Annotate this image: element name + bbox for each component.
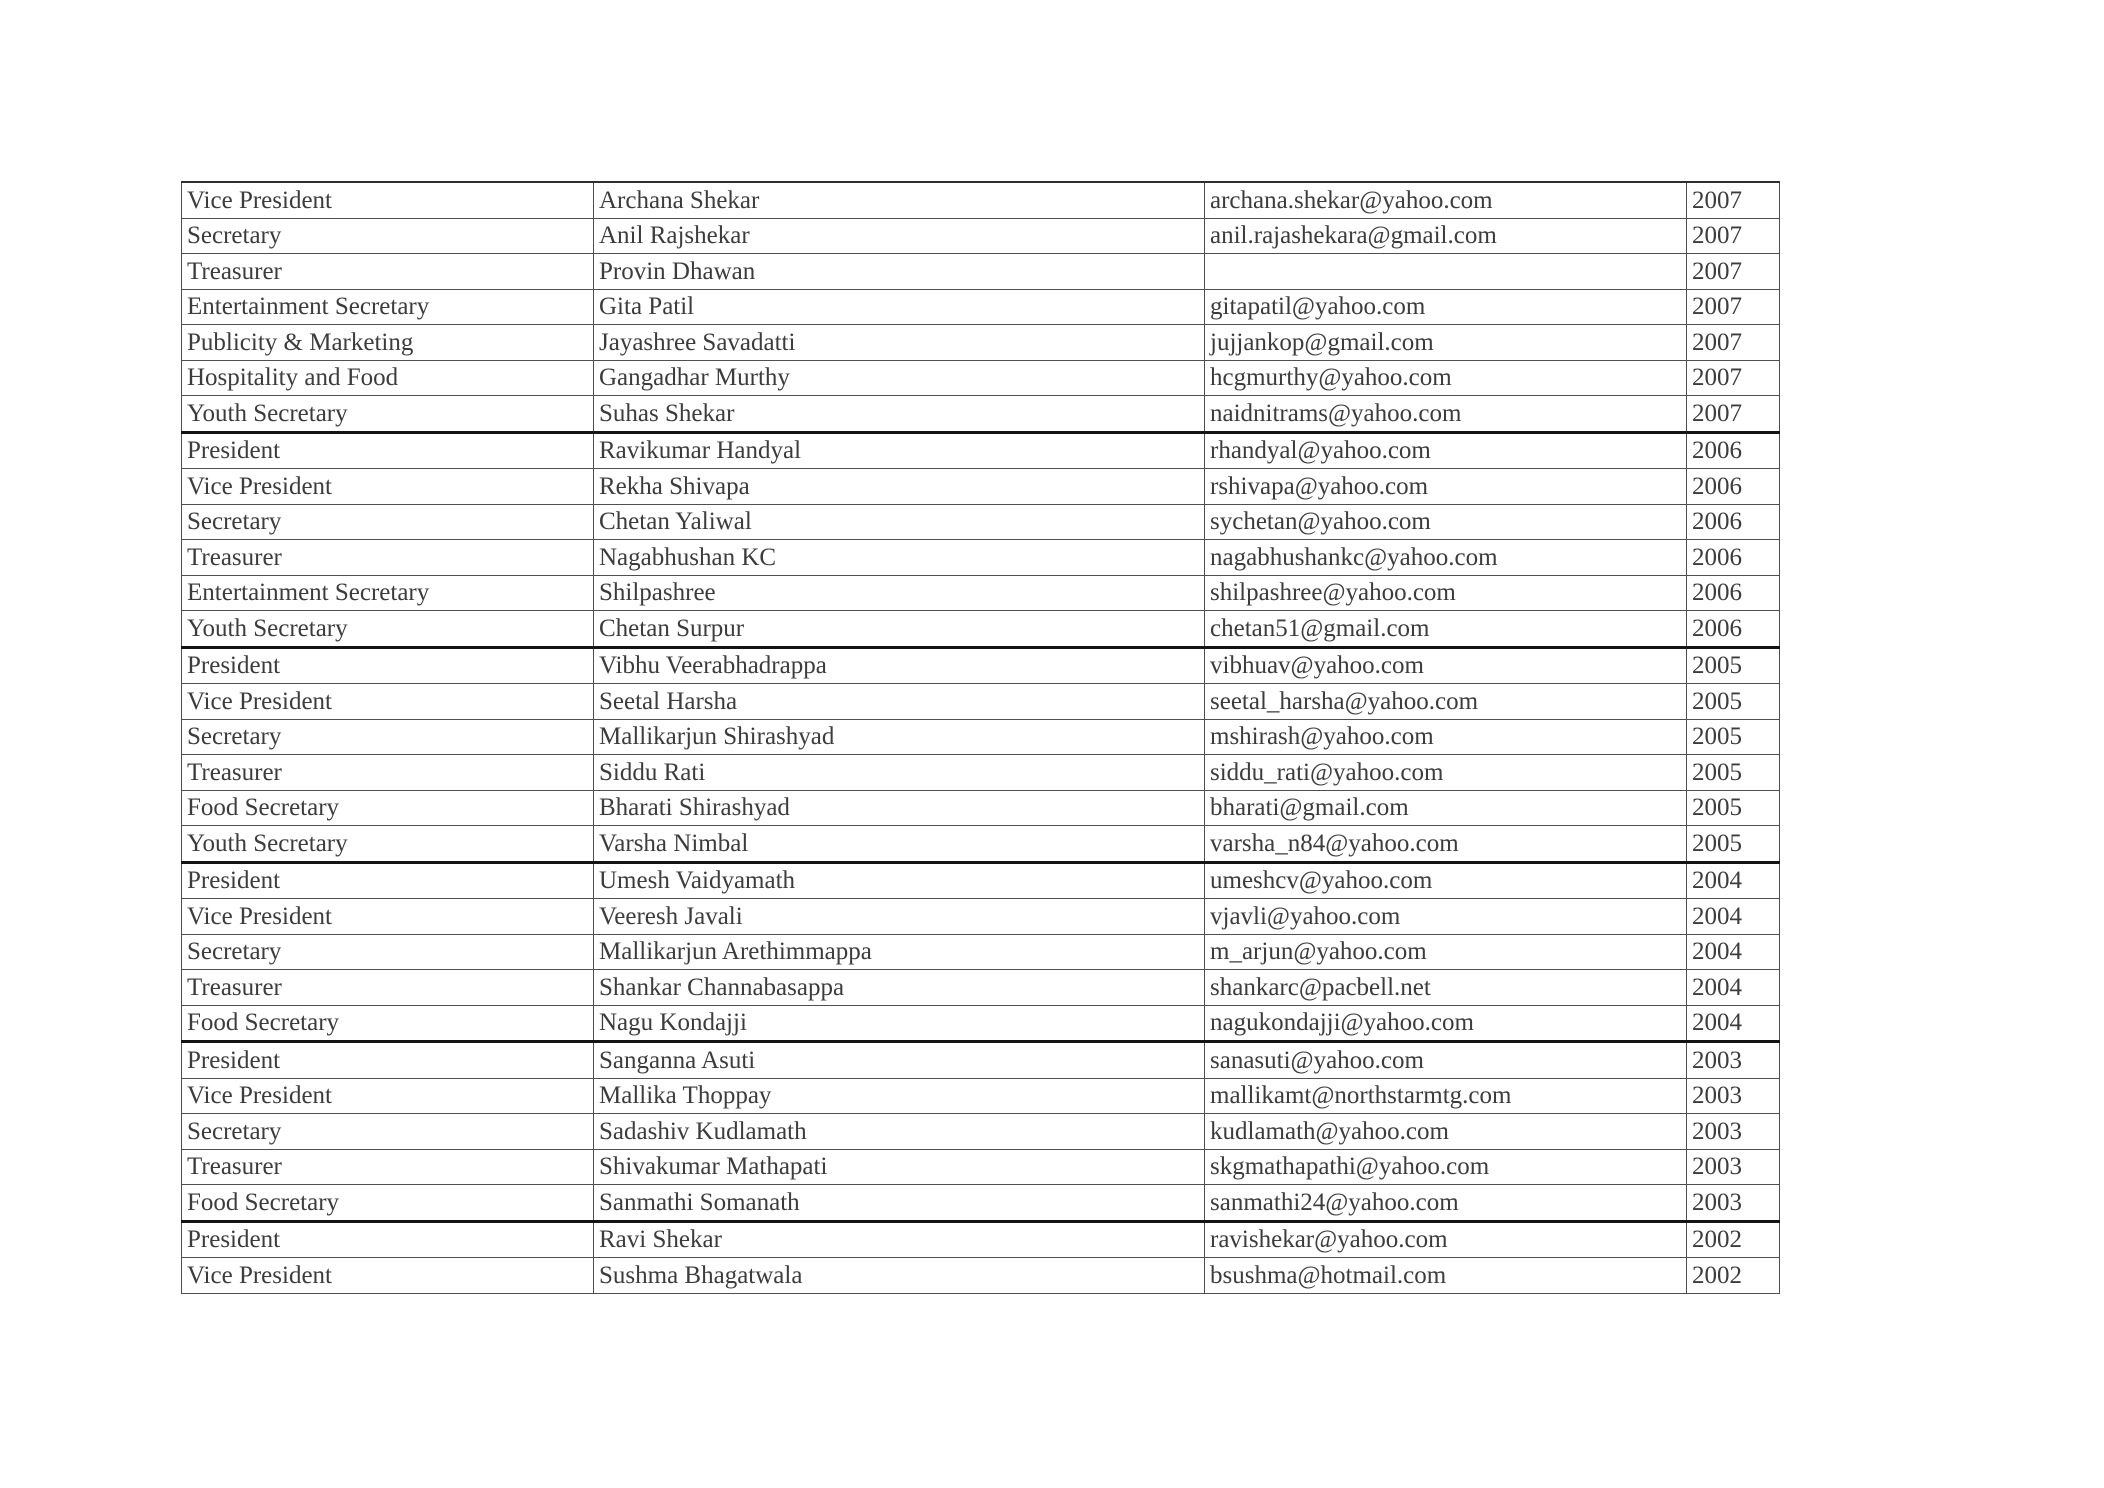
email-cell: sanmathi24@yahoo.com [1205,1185,1687,1222]
name-cell: Mallikarjun Arethimmappa [594,934,1205,970]
year-cell: 2002 [1687,1221,1780,1258]
name-cell: Shankar Channabasappa [594,970,1205,1006]
year-cell: 2007 [1687,182,1780,218]
name-cell: Gita Patil [594,289,1205,325]
officer-row [182,1005,1780,1042]
email-cell: hcgmurthy@yahoo.com [1205,360,1687,396]
email-cell: mallikamt@northstarmtg.com [1205,1078,1687,1114]
name-cell: Nagabhushan KC [594,540,1205,576]
year-cell: 2007 [1687,254,1780,290]
officer-row [182,611,1780,648]
year-cell: 2007 [1687,396,1780,433]
email-cell: mshirash@yahoo.com [1205,719,1687,755]
name-cell: Gangadhar Murthy [594,360,1205,396]
year-cell: 2007 [1687,218,1780,254]
year-cell: 2004 [1687,934,1780,970]
email-cell: chetan51@gmail.com [1205,611,1687,648]
year-cell: 2003 [1687,1185,1780,1222]
officer-row [182,254,1780,290]
name-cell: Veeresh Javali [594,899,1205,935]
email-cell: gitapatil@yahoo.com [1205,289,1687,325]
name-cell: Chetan Yaliwal [594,504,1205,540]
position-cell: Treasurer [182,540,594,576]
email-cell: naidnitrams@yahoo.com [1205,396,1687,433]
name-cell: Nagu Kondajji [594,1005,1205,1042]
name-cell: Ravikumar Handyal [594,432,1205,469]
officer-row [182,790,1780,826]
position-cell: Treasurer [182,755,594,791]
officer-row [182,899,1780,935]
year-cell: 2004 [1687,970,1780,1006]
officer-row [182,970,1780,1006]
position-cell: President [182,1221,594,1258]
position-cell: Youth Secretary [182,396,594,433]
officer-row [182,1185,1780,1222]
position-cell: Youth Secretary [182,826,594,863]
officer-row [182,360,1780,396]
position-cell: Secretary [182,1114,594,1150]
position-cell: Treasurer [182,254,594,290]
officer-row [182,325,1780,361]
officer-row [182,719,1780,755]
name-cell: Rekha Shivapa [594,469,1205,505]
officer-row [182,396,1780,433]
position-cell: Treasurer [182,970,594,1006]
name-cell: Umesh Vaidyamath [594,862,1205,899]
email-cell: archana.shekar@yahoo.com [1205,182,1687,218]
email-cell: bsushma@hotmail.com [1205,1258,1687,1294]
officer-row [182,1149,1780,1185]
email-cell: m_arjun@yahoo.com [1205,934,1687,970]
email-cell: seetal_harsha@yahoo.com [1205,684,1687,720]
email-cell: sychetan@yahoo.com [1205,504,1687,540]
name-cell: Vibhu Veerabhadrappa [594,647,1205,684]
email-cell: rshivapa@yahoo.com [1205,469,1687,505]
email-cell: varsha_n84@yahoo.com [1205,826,1687,863]
email-cell: shankarc@pacbell.net [1205,970,1687,1006]
email-cell: nagabhushankc@yahoo.com [1205,540,1687,576]
officer-row [182,182,1780,218]
name-cell: Shilpashree [594,575,1205,611]
year-cell: 2005 [1687,684,1780,720]
officers-roster-table [181,181,1780,1294]
year-cell: 2004 [1687,899,1780,935]
officers-roster-body [182,182,1780,1293]
year-cell: 2005 [1687,755,1780,791]
position-cell: Food Secretary [182,790,594,826]
year-cell: 2002 [1687,1258,1780,1294]
name-cell: Sadashiv Kudlamath [594,1114,1205,1150]
name-cell: Siddu Rati [594,755,1205,791]
name-cell: Mallikarjun Shirashyad [594,719,1205,755]
officer-row [182,540,1780,576]
name-cell: Varsha Nimbal [594,826,1205,863]
position-cell: Vice President [182,684,594,720]
name-cell: Archana Shekar [594,182,1205,218]
year-cell: 2003 [1687,1078,1780,1114]
year-cell: 2005 [1687,790,1780,826]
name-cell: Sushma Bhagatwala [594,1258,1205,1294]
name-cell: Seetal Harsha [594,684,1205,720]
email-cell: nagukondajji@yahoo.com [1205,1005,1687,1042]
email-cell: anil.rajashekara@gmail.com [1205,218,1687,254]
year-cell: 2003 [1687,1114,1780,1150]
name-cell: Mallika Thoppay [594,1078,1205,1114]
year-cell: 2003 [1687,1042,1780,1079]
officer-row [182,684,1780,720]
email-cell: sanasuti@yahoo.com [1205,1042,1687,1079]
name-cell: Sanganna Asuti [594,1042,1205,1079]
email-cell: ravishekar@yahoo.com [1205,1221,1687,1258]
email-cell: siddu_rati@yahoo.com [1205,755,1687,791]
position-cell: Publicity & Marketing [182,325,594,361]
officer-row [182,575,1780,611]
position-cell: Entertainment Secretary [182,575,594,611]
officer-row [182,289,1780,325]
year-cell: 2005 [1687,719,1780,755]
year-cell: 2005 [1687,647,1780,684]
officer-row [182,1221,1780,1258]
officer-row [182,862,1780,899]
name-cell: Bharati Shirashyad [594,790,1205,826]
position-cell: Secretary [182,504,594,540]
email-cell: jujjankop@gmail.com [1205,325,1687,361]
officer-row [182,826,1780,863]
year-cell: 2007 [1687,325,1780,361]
email-cell: vibhuav@yahoo.com [1205,647,1687,684]
position-cell: Treasurer [182,1149,594,1185]
name-cell: Jayashree Savadatti [594,325,1205,361]
position-cell: President [182,862,594,899]
officer-row [182,1042,1780,1079]
position-cell: Food Secretary [182,1185,594,1222]
position-cell: President [182,1042,594,1079]
year-cell: 2006 [1687,432,1780,469]
position-cell: Secretary [182,934,594,970]
position-cell: Vice President [182,182,594,218]
email-cell: rhandyal@yahoo.com [1205,432,1687,469]
name-cell: Provin Dhawan [594,254,1205,290]
position-cell: Entertainment Secretary [182,289,594,325]
name-cell: Chetan Surpur [594,611,1205,648]
name-cell: Ravi Shekar [594,1221,1205,1258]
year-cell: 2004 [1687,1005,1780,1042]
officer-row [182,1114,1780,1150]
email-cell: bharati@gmail.com [1205,790,1687,826]
position-cell: Secretary [182,218,594,254]
name-cell: Suhas Shekar [594,396,1205,433]
position-cell: Vice President [182,1078,594,1114]
position-cell: Food Secretary [182,1005,594,1042]
officer-row [182,934,1780,970]
year-cell: 2006 [1687,469,1780,505]
officer-row [182,432,1780,469]
officer-row [182,755,1780,791]
year-cell: 2003 [1687,1149,1780,1185]
officer-row [182,1078,1780,1114]
officer-row [182,469,1780,505]
position-cell: President [182,647,594,684]
year-cell: 2006 [1687,575,1780,611]
email-cell: kudlamath@yahoo.com [1205,1114,1687,1150]
year-cell: 2006 [1687,504,1780,540]
year-cell: 2006 [1687,540,1780,576]
officer-row [182,647,1780,684]
year-cell: 2006 [1687,611,1780,648]
officer-row [182,504,1780,540]
year-cell: 2005 [1687,826,1780,863]
position-cell: Vice President [182,469,594,505]
position-cell: Secretary [182,719,594,755]
officer-row [182,1258,1780,1294]
email-cell: shilpashree@yahoo.com [1205,575,1687,611]
email-cell [1205,254,1687,290]
year-cell: 2007 [1687,360,1780,396]
position-cell: Youth Secretary [182,611,594,648]
officer-row [182,218,1780,254]
position-cell: President [182,432,594,469]
position-cell: Hospitality and Food [182,360,594,396]
year-cell: 2004 [1687,862,1780,899]
name-cell: Anil Rajshekar [594,218,1205,254]
year-cell: 2007 [1687,289,1780,325]
email-cell: vjavli@yahoo.com [1205,899,1687,935]
email-cell: umeshcv@yahoo.com [1205,862,1687,899]
position-cell: Vice President [182,899,594,935]
email-cell: skgmathapathi@yahoo.com [1205,1149,1687,1185]
position-cell: Vice President [182,1258,594,1294]
name-cell: Shivakumar Mathapati [594,1149,1205,1185]
name-cell: Sanmathi Somanath [594,1185,1205,1222]
